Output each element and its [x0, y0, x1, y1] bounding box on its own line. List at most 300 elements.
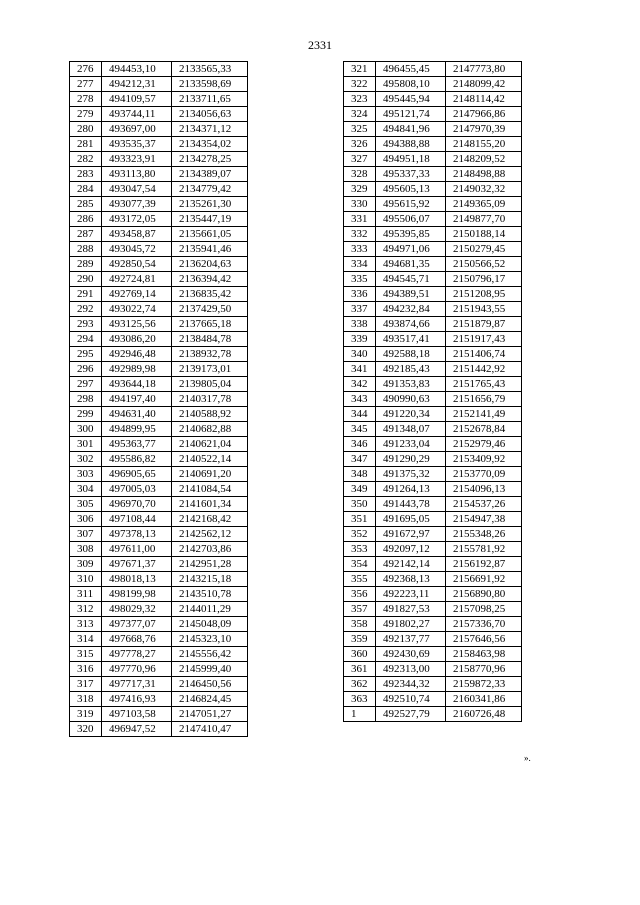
table-row	[344, 92, 522, 107]
point-number-cell: 351	[344, 512, 376, 527]
point-number-cell: 312	[70, 602, 102, 617]
table-row	[344, 707, 522, 722]
table-row	[70, 437, 248, 452]
table-row	[70, 452, 248, 467]
y-coordinate-cell: 2141084,54	[172, 482, 248, 497]
y-coordinate-cell: 2160726,48	[446, 707, 522, 722]
table-row	[344, 407, 522, 422]
table-row	[344, 572, 522, 587]
point-number-cell: 314	[70, 632, 102, 647]
point-number-cell: 296	[70, 362, 102, 377]
y-coordinate-cell: 2135941,46	[172, 242, 248, 257]
y-coordinate-cell: 2138932,78	[172, 347, 248, 362]
coordinates-table-left	[69, 61, 248, 737]
y-coordinate-cell: 2152979,46	[446, 437, 522, 452]
point-number-cell: 301	[70, 437, 102, 452]
y-coordinate-cell: 2133711,65	[172, 92, 248, 107]
x-coordinate-cell: 495337,33	[376, 167, 446, 182]
x-coordinate-cell: 493172,05	[102, 212, 172, 227]
table-row	[70, 542, 248, 557]
table-row	[70, 212, 248, 227]
table-row	[70, 602, 248, 617]
page-number: 2331	[308, 38, 332, 52]
x-coordinate-cell: 492142,14	[376, 557, 446, 572]
x-coordinate-cell: 491443,78	[376, 497, 446, 512]
point-number-cell: 335	[344, 272, 376, 287]
table-row	[344, 377, 522, 392]
y-coordinate-cell: 2140317,78	[172, 392, 248, 407]
y-coordinate-cell: 2137429,50	[172, 302, 248, 317]
x-coordinate-cell: 494841,96	[376, 122, 446, 137]
table-row	[70, 527, 248, 542]
point-number-cell: 332	[344, 227, 376, 242]
y-coordinate-cell: 2154096,13	[446, 482, 522, 497]
y-coordinate-cell: 2142951,28	[172, 557, 248, 572]
x-coordinate-cell: 497377,07	[102, 617, 172, 632]
x-coordinate-cell: 493644,18	[102, 377, 172, 392]
table-row	[344, 362, 522, 377]
table-row	[70, 662, 248, 677]
table-row	[70, 122, 248, 137]
table-row	[70, 587, 248, 602]
x-coordinate-cell: 497668,76	[102, 632, 172, 647]
table-row	[344, 212, 522, 227]
y-coordinate-cell: 2134278,25	[172, 152, 248, 167]
point-number-cell: 323	[344, 92, 376, 107]
y-coordinate-cell: 2156890,80	[446, 587, 522, 602]
x-coordinate-cell: 491348,07	[376, 422, 446, 437]
x-coordinate-cell: 495605,13	[376, 182, 446, 197]
x-coordinate-cell: 494545,71	[376, 272, 446, 287]
table-row	[344, 272, 522, 287]
point-number-cell: 344	[344, 407, 376, 422]
y-coordinate-cell: 2151879,87	[446, 317, 522, 332]
point-number-cell: 326	[344, 137, 376, 152]
table-row	[70, 242, 248, 257]
point-number-cell: 340	[344, 347, 376, 362]
x-coordinate-cell: 493022,74	[102, 302, 172, 317]
x-coordinate-cell: 493125,56	[102, 317, 172, 332]
x-coordinate-cell: 493113,80	[102, 167, 172, 182]
point-number-cell: 278	[70, 92, 102, 107]
y-coordinate-cell: 2154947,38	[446, 512, 522, 527]
point-number-cell: 319	[70, 707, 102, 722]
table-row	[70, 257, 248, 272]
y-coordinate-cell: 2142562,12	[172, 527, 248, 542]
x-coordinate-cell: 492344,32	[376, 677, 446, 692]
x-coordinate-cell: 498018,13	[102, 572, 172, 587]
x-coordinate-cell: 492368,13	[376, 572, 446, 587]
x-coordinate-cell: 494681,35	[376, 257, 446, 272]
point-number-cell: 316	[70, 662, 102, 677]
x-coordinate-cell: 491233,04	[376, 437, 446, 452]
y-coordinate-cell: 2140621,04	[172, 437, 248, 452]
y-coordinate-cell: 2151406,74	[446, 347, 522, 362]
point-number-cell: 355	[344, 572, 376, 587]
point-number-cell: 330	[344, 197, 376, 212]
point-number-cell: 345	[344, 422, 376, 437]
y-coordinate-cell: 2151943,55	[446, 302, 522, 317]
point-number-cell: 305	[70, 497, 102, 512]
point-number-cell: 307	[70, 527, 102, 542]
x-coordinate-cell: 491672,97	[376, 527, 446, 542]
point-number-cell: 277	[70, 77, 102, 92]
table-body-right	[344, 62, 522, 722]
x-coordinate-cell: 498199,98	[102, 587, 172, 602]
y-coordinate-cell: 2148155,20	[446, 137, 522, 152]
y-coordinate-cell: 2147410,47	[172, 722, 248, 737]
x-coordinate-cell: 494389,51	[376, 287, 446, 302]
x-coordinate-cell: 492769,14	[102, 287, 172, 302]
point-number-cell: 352	[344, 527, 376, 542]
point-number-cell: 291	[70, 287, 102, 302]
x-coordinate-cell: 493458,87	[102, 227, 172, 242]
x-coordinate-cell: 492588,18	[376, 347, 446, 362]
x-coordinate-cell: 494631,40	[102, 407, 172, 422]
y-coordinate-cell: 2151208,95	[446, 287, 522, 302]
table-row	[344, 257, 522, 272]
point-number-cell: 308	[70, 542, 102, 557]
point-number-cell: 309	[70, 557, 102, 572]
x-coordinate-cell: 491827,53	[376, 602, 446, 617]
x-coordinate-cell: 496970,70	[102, 497, 172, 512]
x-coordinate-cell: 492527,79	[376, 707, 446, 722]
x-coordinate-cell: 491353,83	[376, 377, 446, 392]
y-coordinate-cell: 2142168,42	[172, 512, 248, 527]
y-coordinate-cell: 2154537,26	[446, 497, 522, 512]
x-coordinate-cell: 495586,82	[102, 452, 172, 467]
point-number-cell: 321	[344, 62, 376, 77]
x-coordinate-cell: 492724,81	[102, 272, 172, 287]
table-row	[344, 122, 522, 137]
x-coordinate-cell: 493047,54	[102, 182, 172, 197]
x-coordinate-cell: 493517,41	[376, 332, 446, 347]
point-number-cell: 289	[70, 257, 102, 272]
y-coordinate-cell: 2145999,40	[172, 662, 248, 677]
table-row	[344, 647, 522, 662]
y-coordinate-cell: 2159872,33	[446, 677, 522, 692]
x-coordinate-cell: 490990,63	[376, 392, 446, 407]
y-coordinate-cell: 2140691,20	[172, 467, 248, 482]
x-coordinate-cell: 493535,37	[102, 137, 172, 152]
y-coordinate-cell: 2147970,39	[446, 122, 522, 137]
y-coordinate-cell: 2133598,69	[172, 77, 248, 92]
point-number-cell: 293	[70, 317, 102, 332]
table-row	[70, 497, 248, 512]
point-number-cell: 333	[344, 242, 376, 257]
y-coordinate-cell: 2134371,12	[172, 122, 248, 137]
y-coordinate-cell: 2140522,14	[172, 452, 248, 467]
table-row	[70, 482, 248, 497]
point-number-cell: 285	[70, 197, 102, 212]
y-coordinate-cell: 2150188,14	[446, 227, 522, 242]
y-coordinate-cell: 2150279,45	[446, 242, 522, 257]
table-row	[344, 587, 522, 602]
table-row	[344, 332, 522, 347]
x-coordinate-cell: 491375,32	[376, 467, 446, 482]
y-coordinate-cell: 2134354,02	[172, 137, 248, 152]
x-coordinate-cell: 492185,43	[376, 362, 446, 377]
y-coordinate-cell: 2137665,18	[172, 317, 248, 332]
point-number-cell: 299	[70, 407, 102, 422]
x-coordinate-cell: 492850,54	[102, 257, 172, 272]
table-row	[344, 557, 522, 572]
y-coordinate-cell: 2151917,43	[446, 332, 522, 347]
y-coordinate-cell: 2149032,32	[446, 182, 522, 197]
y-coordinate-cell: 2135661,05	[172, 227, 248, 242]
table-row	[344, 167, 522, 182]
table-row	[344, 347, 522, 362]
y-coordinate-cell: 2151656,79	[446, 392, 522, 407]
table-row	[70, 152, 248, 167]
table-row	[344, 302, 522, 317]
y-coordinate-cell: 2135447,19	[172, 212, 248, 227]
point-number-cell: 322	[344, 77, 376, 92]
table-row	[344, 317, 522, 332]
y-coordinate-cell: 2147051,27	[172, 707, 248, 722]
table-row	[70, 392, 248, 407]
point-number-cell: 310	[70, 572, 102, 587]
point-number-cell: 359	[344, 632, 376, 647]
x-coordinate-cell: 493323,91	[102, 152, 172, 167]
point-number-cell: 354	[344, 557, 376, 572]
point-number-cell: 297	[70, 377, 102, 392]
table-row	[344, 632, 522, 647]
point-number-cell: 328	[344, 167, 376, 182]
table-row	[344, 62, 522, 77]
point-number-cell: 304	[70, 482, 102, 497]
y-coordinate-cell: 2148498,88	[446, 167, 522, 182]
point-number-cell: 313	[70, 617, 102, 632]
table-row	[70, 362, 248, 377]
x-coordinate-cell: 497378,13	[102, 527, 172, 542]
y-coordinate-cell: 2147773,80	[446, 62, 522, 77]
point-number-cell: 357	[344, 602, 376, 617]
table-body-left	[70, 62, 248, 737]
x-coordinate-cell: 492097,12	[376, 542, 446, 557]
x-coordinate-cell: 491802,27	[376, 617, 446, 632]
point-number-cell: 343	[344, 392, 376, 407]
y-coordinate-cell: 2156691,92	[446, 572, 522, 587]
point-number-cell: 280	[70, 122, 102, 137]
y-coordinate-cell: 2135261,30	[172, 197, 248, 212]
table-row	[70, 272, 248, 287]
point-number-cell: 1	[344, 707, 376, 722]
table-row	[70, 512, 248, 527]
table-row	[344, 602, 522, 617]
point-number-cell: 281	[70, 137, 102, 152]
table-row	[70, 632, 248, 647]
x-coordinate-cell: 494951,18	[376, 152, 446, 167]
table-row	[70, 377, 248, 392]
table-row	[344, 437, 522, 452]
table-row	[70, 422, 248, 437]
point-number-cell: 318	[70, 692, 102, 707]
x-coordinate-cell: 497671,37	[102, 557, 172, 572]
x-coordinate-cell: 491290,29	[376, 452, 446, 467]
x-coordinate-cell: 498029,32	[102, 602, 172, 617]
y-coordinate-cell: 2150566,52	[446, 257, 522, 272]
x-coordinate-cell: 493874,66	[376, 317, 446, 332]
point-number-cell: 286	[70, 212, 102, 227]
y-coordinate-cell: 2148209,52	[446, 152, 522, 167]
y-coordinate-cell: 2152678,84	[446, 422, 522, 437]
x-coordinate-cell: 494388,88	[376, 137, 446, 152]
y-coordinate-cell: 2155781,92	[446, 542, 522, 557]
x-coordinate-cell: 493077,39	[102, 197, 172, 212]
table-row	[70, 107, 248, 122]
y-coordinate-cell: 2136835,42	[172, 287, 248, 302]
y-coordinate-cell: 2134779,42	[172, 182, 248, 197]
y-coordinate-cell: 2136394,42	[172, 272, 248, 287]
y-coordinate-cell: 2151442,92	[446, 362, 522, 377]
x-coordinate-cell: 496947,52	[102, 722, 172, 737]
closing-quote-mark: ».	[524, 753, 531, 763]
table-row	[344, 662, 522, 677]
table-row	[344, 527, 522, 542]
y-coordinate-cell: 2145556,42	[172, 647, 248, 662]
point-number-cell: 334	[344, 257, 376, 272]
table-row	[344, 107, 522, 122]
table-row	[344, 467, 522, 482]
y-coordinate-cell: 2145048,09	[172, 617, 248, 632]
x-coordinate-cell: 491220,34	[376, 407, 446, 422]
point-number-cell: 347	[344, 452, 376, 467]
table-row	[344, 227, 522, 242]
x-coordinate-cell: 491264,13	[376, 482, 446, 497]
y-coordinate-cell: 2160341,86	[446, 692, 522, 707]
y-coordinate-cell: 2148114,42	[446, 92, 522, 107]
table-row	[70, 467, 248, 482]
x-coordinate-cell: 492137,77	[376, 632, 446, 647]
y-coordinate-cell: 2157098,25	[446, 602, 522, 617]
y-coordinate-cell: 2158463,98	[446, 647, 522, 662]
y-coordinate-cell: 2157646,56	[446, 632, 522, 647]
y-coordinate-cell: 2138484,78	[172, 332, 248, 347]
x-coordinate-cell: 494232,84	[376, 302, 446, 317]
x-coordinate-cell: 492946,48	[102, 347, 172, 362]
y-coordinate-cell: 2143510,78	[172, 587, 248, 602]
y-coordinate-cell: 2133565,33	[172, 62, 248, 77]
x-coordinate-cell: 495808,10	[376, 77, 446, 92]
point-number-cell: 306	[70, 512, 102, 527]
table-row	[70, 557, 248, 572]
point-number-cell: 303	[70, 467, 102, 482]
x-coordinate-cell: 493744,11	[102, 107, 172, 122]
point-number-cell: 327	[344, 152, 376, 167]
point-number-cell: 317	[70, 677, 102, 692]
table-row	[70, 167, 248, 182]
y-coordinate-cell: 2136204,63	[172, 257, 248, 272]
point-number-cell: 294	[70, 332, 102, 347]
x-coordinate-cell: 492223,11	[376, 587, 446, 602]
x-coordinate-cell: 492510,74	[376, 692, 446, 707]
y-coordinate-cell: 2139173,01	[172, 362, 248, 377]
y-coordinate-cell: 2142703,86	[172, 542, 248, 557]
y-coordinate-cell: 2147966,86	[446, 107, 522, 122]
y-coordinate-cell: 2158770,96	[446, 662, 522, 677]
table-row	[70, 182, 248, 197]
y-coordinate-cell: 2141601,34	[172, 497, 248, 512]
x-coordinate-cell: 492430,69	[376, 647, 446, 662]
table-row	[70, 332, 248, 347]
point-number-cell: 302	[70, 452, 102, 467]
point-number-cell: 346	[344, 437, 376, 452]
table-row	[70, 347, 248, 362]
point-number-cell: 362	[344, 677, 376, 692]
point-number-cell: 284	[70, 182, 102, 197]
y-coordinate-cell: 2153409,92	[446, 452, 522, 467]
y-coordinate-cell: 2148099,42	[446, 77, 522, 92]
y-coordinate-cell: 2143215,18	[172, 572, 248, 587]
x-coordinate-cell: 497108,44	[102, 512, 172, 527]
table-row	[344, 287, 522, 302]
y-coordinate-cell: 2149877,70	[446, 212, 522, 227]
point-number-cell: 337	[344, 302, 376, 317]
x-coordinate-cell: 497611,00	[102, 542, 172, 557]
point-number-cell: 282	[70, 152, 102, 167]
y-coordinate-cell: 2140682,88	[172, 422, 248, 437]
point-number-cell: 338	[344, 317, 376, 332]
point-number-cell: 350	[344, 497, 376, 512]
y-coordinate-cell: 2145323,10	[172, 632, 248, 647]
x-coordinate-cell: 497770,96	[102, 662, 172, 677]
table-row	[70, 302, 248, 317]
table-row	[344, 182, 522, 197]
x-coordinate-cell: 492313,00	[376, 662, 446, 677]
point-number-cell: 339	[344, 332, 376, 347]
y-coordinate-cell: 2150796,17	[446, 272, 522, 287]
point-number-cell: 300	[70, 422, 102, 437]
x-coordinate-cell: 497416,93	[102, 692, 172, 707]
point-number-cell: 358	[344, 617, 376, 632]
point-number-cell: 288	[70, 242, 102, 257]
table-row	[70, 77, 248, 92]
y-coordinate-cell: 2156192,87	[446, 557, 522, 572]
x-coordinate-cell: 495363,77	[102, 437, 172, 452]
table-row	[70, 617, 248, 632]
x-coordinate-cell: 494212,31	[102, 77, 172, 92]
y-coordinate-cell: 2153770,09	[446, 467, 522, 482]
x-coordinate-cell: 492989,98	[102, 362, 172, 377]
table-row	[344, 152, 522, 167]
y-coordinate-cell: 2139805,04	[172, 377, 248, 392]
y-coordinate-cell: 2146824,45	[172, 692, 248, 707]
point-number-cell: 342	[344, 377, 376, 392]
x-coordinate-cell: 493697,00	[102, 122, 172, 137]
point-number-cell: 348	[344, 467, 376, 482]
x-coordinate-cell: 495121,74	[376, 107, 446, 122]
x-coordinate-cell: 497005,03	[102, 482, 172, 497]
y-coordinate-cell: 2134389,07	[172, 167, 248, 182]
y-coordinate-cell: 2144011,29	[172, 602, 248, 617]
y-coordinate-cell: 2157336,70	[446, 617, 522, 632]
point-number-cell: 298	[70, 392, 102, 407]
x-coordinate-cell: 495615,92	[376, 197, 446, 212]
y-coordinate-cell: 2152141,49	[446, 407, 522, 422]
point-number-cell: 292	[70, 302, 102, 317]
table-row	[70, 407, 248, 422]
table-row	[70, 647, 248, 662]
y-coordinate-cell: 2140588,92	[172, 407, 248, 422]
point-number-cell: 360	[344, 647, 376, 662]
x-coordinate-cell: 494109,57	[102, 92, 172, 107]
point-number-cell: 276	[70, 62, 102, 77]
point-number-cell: 325	[344, 122, 376, 137]
y-coordinate-cell: 2134056,63	[172, 107, 248, 122]
table-row	[70, 692, 248, 707]
y-coordinate-cell: 2155348,26	[446, 527, 522, 542]
